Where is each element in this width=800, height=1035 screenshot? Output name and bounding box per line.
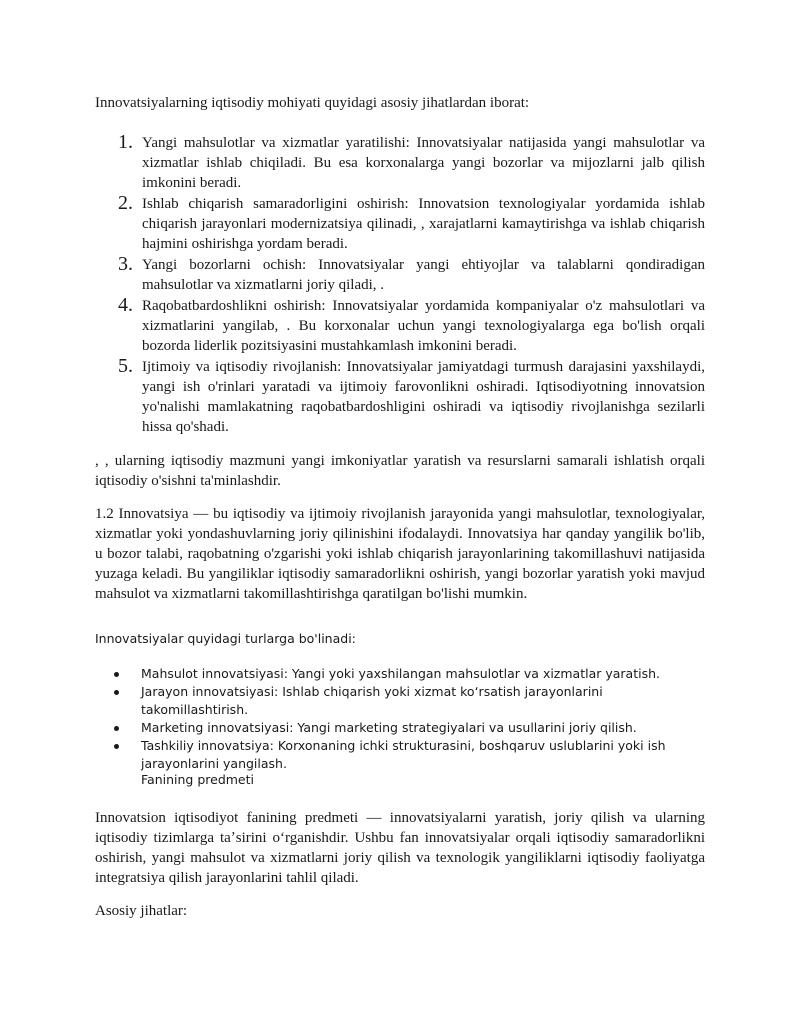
item-number: 5. — [118, 355, 133, 377]
numbered-item — [95, 133, 705, 193]
definition-paragraph: 1.2 Innovatsiya — bu iqtisodiy va ijtimoiy rivojlanish jarayonida yangi mahsulotlar, texnologiyalar, xizmatlar yoki yondashuvlarning joriy qilinishini ifodalaydi. Innovatsiya har qanday yangilik bo'lib, u bozor talabi, raqobatning o'zgarishi yoki ishlab chiqarish jarayonlarining takomillashuvi natijasida yuzaga keladi. Bu yangiliklar iqtisodiy samaradorlikni oshirish, yangi bozorlar yaratish yoki mavjud mahsulot va xizmatlarni takomillashtirishga qaratilgan bo'lishi mumkin. — [95, 506, 705, 602]
list-item-text: Jarayon innovatsiyasi: Ishlab chiqarish yoki xizmat koʻrsatish jarayonlarini takomillashtirish. — [141, 684, 603, 717]
aspects-label: Asosiy jihatlar: — [95, 903, 188, 919]
list-item — [95, 737, 707, 773]
bullet-icon — [114, 672, 119, 677]
item-text: Raqobatbardoshlikni oshirish: Innovatsiyalar yordamida kompaniyalar o'z mahsulotlari va xizmatlarini yangilab, . Bu korxonalar uchun yangi texnologiyalarga ega bo'lish orqali bozorda liderlik pozitsiyasini mustahkamlash imkonini beradi. — [142, 298, 705, 354]
list-item — [95, 683, 707, 719]
item-number: 2. — [118, 192, 133, 214]
types-title: Innovatsiyalar quyidagi turlarga bo'linadi: — [95, 631, 356, 646]
list-item-text: Tashkiliy innovatsiya: Korxonaning ichki strukturasini, boshqaruv uslublarini yoki ish jarayonlarini yangilash. — [141, 738, 666, 771]
bullet-icon — [114, 690, 119, 695]
numbered-list — [95, 133, 705, 438]
summary-paragraph: , , ularning iqtisodiy mazmuni yangi imkoniyatlar yaratish va resurslarni samarali ishlatish orqali iqtisodiy o'sishni ta'minlashdir. — [95, 453, 705, 489]
item-text: Ishlab chiqarish samaradorligini oshirish: Innovatsion texnologiyalar yordamida ishlab chiqarish jarayonlari modernizatsiya qilinadi, , xarajatlarni kamaytirishga va ishlab chiqarish hajmini oshirishga yordam beradi. — [142, 196, 705, 252]
subject-paragraph: Innovatsion iqtisodiyot fanining predmeti — innovatsiyalarni yaratish, joriy qilish va ularning iqtisodiy tizimlarga taʼsirini oʻrganishdir. Ushbu fan innovatsiyalar orqali iqtisodiy samaradorlikni oshirish, yangi mahsulot va xizmatlarni joriy qilish va texnologik yangiliklarni iqtisodiy faoliyatga integratsiya qilish jarayonlarini tahlil qiladi. — [95, 810, 705, 886]
list-item-text: Marketing innovatsiyasi: Yangi marketing strategiyalari va usullarini joriy qilish. — [141, 720, 637, 735]
numbered-item — [95, 194, 705, 254]
types-list — [95, 665, 707, 773]
item-number: 3. — [118, 253, 133, 275]
subject-heading: Fanining predmeti — [141, 772, 254, 787]
item-number: 1. — [118, 131, 133, 153]
numbered-item — [95, 255, 705, 295]
item-text: Ijtimoiy va iqtisodiy rivojlanish: Innovatsiyalar jamiyatdagi turmush darajasini yaxshilaydi, yangi ish o'rinlari yaratadi va ijtimoiy farovonlikni oshiradi. Iqtisodiyotning innovatsion yo'nalishi mamlakatning raqobatbardoshligini oshiradi va iqtisodiy rivojlanishga sezilarli hissa qo'shadi. — [142, 359, 705, 435]
list-item — [95, 719, 707, 737]
bullet-icon — [114, 726, 119, 731]
numbered-item — [95, 296, 705, 356]
list-item — [95, 665, 707, 683]
item-text: Yangi bozorlarni ochish: Innovatsiyalar yangi ehtiyojlar va talablarni qondiradigan mahsulotlar va xizmatlarni joriy qiladi, . — [142, 257, 705, 293]
list-item-text: Mahsulot innovatsiyasi: Yangi yoki yaxshilangan mahsulotlar va xizmatlar yaratish. — [141, 666, 660, 681]
intro-paragraph: Innovatsiyalarning iqtisodiy mohiyati quyidagi asosiy jihatlardan iborat: — [95, 95, 530, 111]
item-number: 4. — [118, 294, 133, 316]
numbered-item — [95, 357, 705, 437]
bullet-icon — [114, 744, 119, 749]
item-text: Yangi mahsulotlar va xizmatlar yaratilishi: Innovatsiyalar natijasida yangi mahsulotlar va xizmatlar ishlab chiqiladi. Bu esa korxonalarga yangi bozorlar va mijozlarni jalb qilish imkonini beradi. — [142, 135, 705, 191]
